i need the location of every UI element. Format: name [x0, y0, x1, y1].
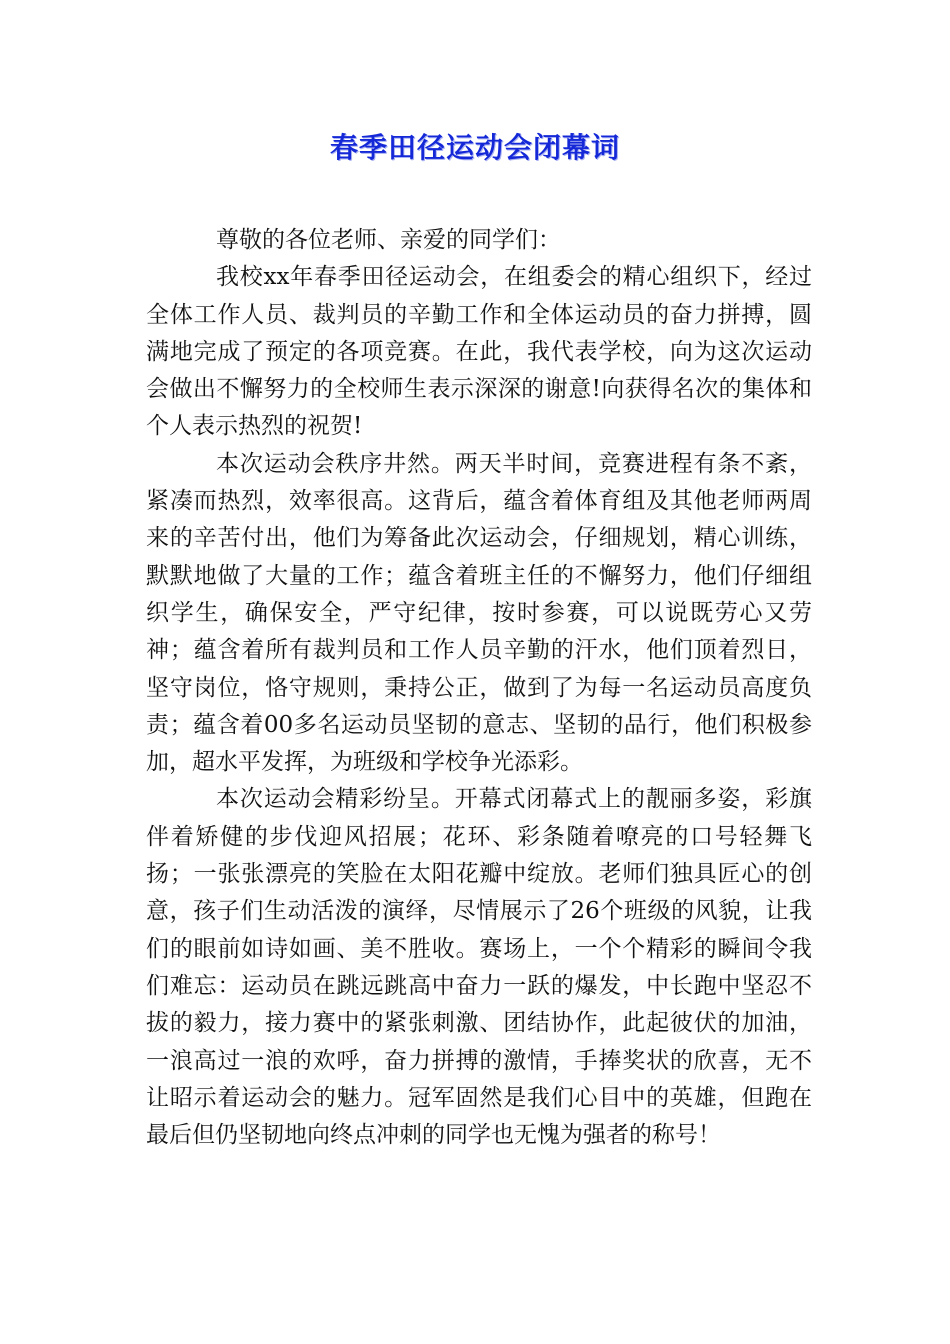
paragraph-1: 我校xx年春季田径运动会，在组委会的精心组织下，经过全体工作人员、裁判员的辛勤工作和全体运动员的奋力拼搏，圆满地完成了预定的各项竞赛。在此，我代表学校，向为这次运动会做出不懈努力的全校师生表示深深的谢意!向获得名次的集体和个人表示热烈的祝贺!: [146, 264, 812, 440]
paragraph-3: 本次运动会精彩纷呈。开幕式闭幕式上的靓丽多姿，彩旗伴着矫健的步伐迎风招展；花环、彩条随着嘹亮的口号轻舞飞扬；一张张漂亮的笑脸在太阳花瓣中绽放。老师们独具匠心的创意，孩子们生动活泼的演绎，尽情展示了26个班级的风貌，让我们的眼前如诗如画、美不胜收。赛场上，一个个精彩的瞬间令我们难忘：运动员在跳远跳高中奋力一跃的爆发，中长跑中坚忍不拔的毅力，接力赛中的紧张刺激、团结协作，此起彼伏的加油，一浪高过一浪的欢呼，奋力拼搏的激情，手捧奖状的欣喜，无不让昭示着运动会的魅力。冠军固然是我们心目中的英雄，但跑在最后但仍坚韧地向终点冲刺的同学也无愧为强者的称号！: [146, 786, 812, 1149]
document-title: 春季田径运动会闭幕词: [329, 131, 620, 164]
salutation: 尊敬的各位老师、亲爱的同学们：: [216, 227, 561, 253]
document-body: [146, 222, 812, 1154]
paragraph-2: 本次运动会秩序井然。两天半时间，竞赛进程有条不紊，紧凑而热烈，效率很高。这背后，蕴含着体育组及其他老师两周来的辛苦付出，他们为筹备此次运动会，仔细规划，精心训练，默默地做了大量的工作；蕴含着班主任的不懈努力，他们仔细组织学生，确保安全，严守纪律，按时参赛，可以说既劳心又劳神；蕴含着所有裁判员和工作人员辛勤的汗水，他们顶着烈日，坚守岗位，恪守规则，秉持公正，做到了为每一名运动员高度负责；蕴含着00多名运动员坚韧的意志、坚韧的品行，他们积极参加，超水平发挥，为班级和学校争光添彩。: [146, 450, 812, 776]
